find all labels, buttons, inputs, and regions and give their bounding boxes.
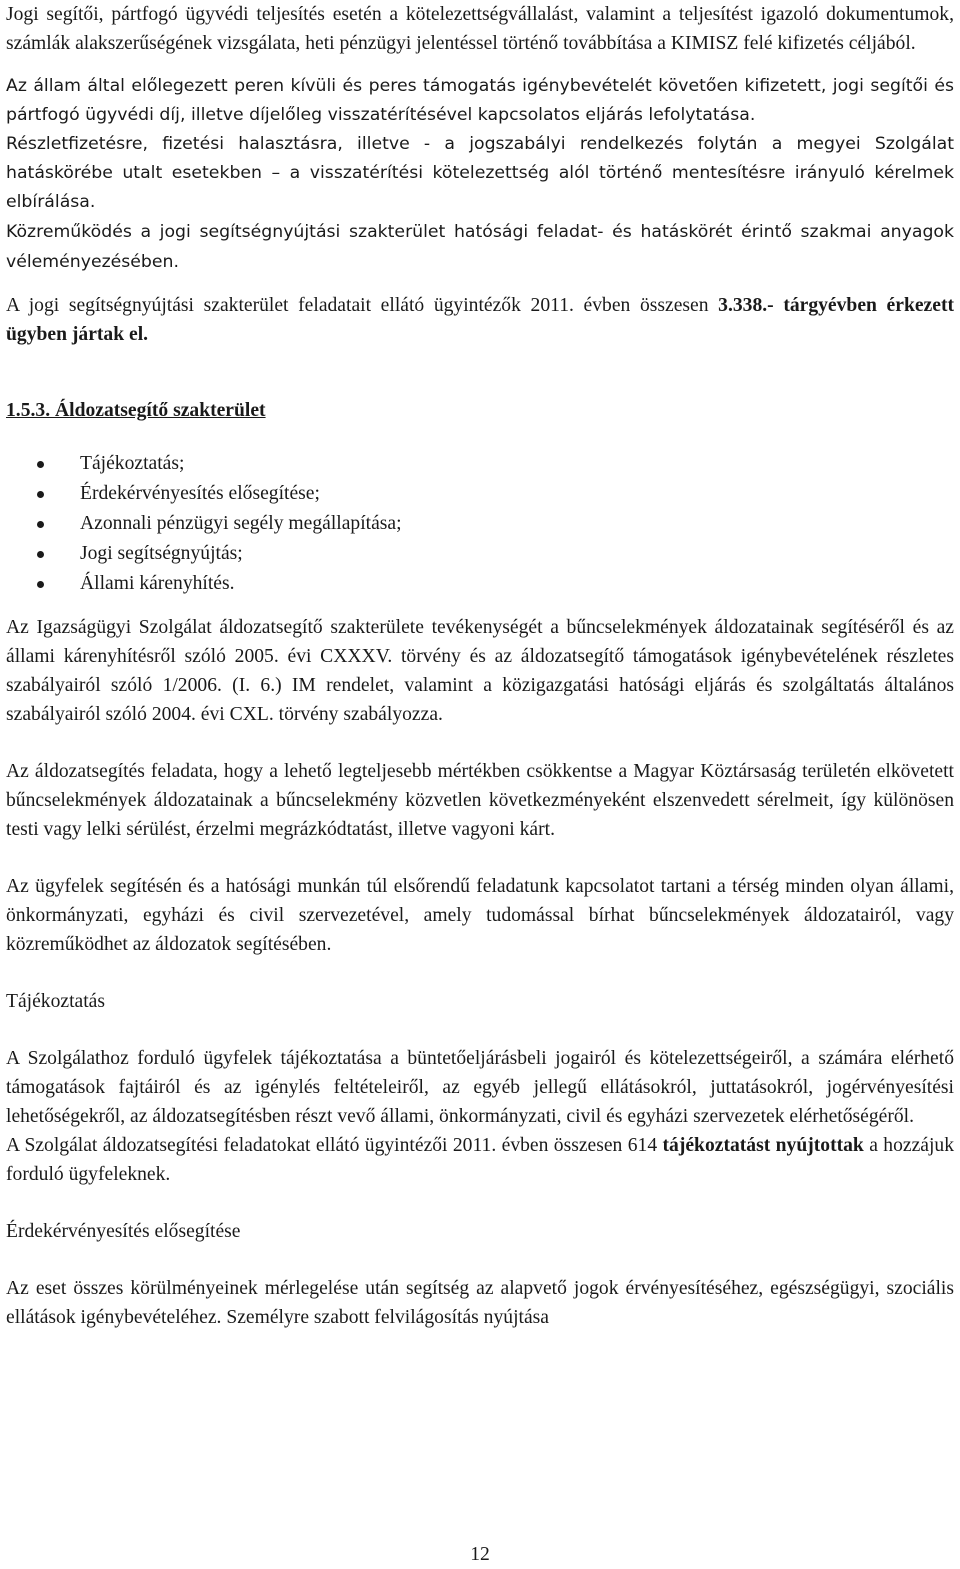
text-ugyszam-bold: 3.338.- tárgyévben érkezett ügyben jártak el. [6, 295, 954, 345]
text-ugyszam: A jogi segítségnyújtási szakterület feladatait ellátó ügyintézők 2011. évben összesen [6, 295, 719, 316]
list-item: Érdekérvényesítés elősegítése; [6, 479, 954, 509]
text-tajekoztatas-bold: tájékoztatást nyújtottak [662, 1135, 864, 1156]
paragraph-tajekoztatas: A Szolgálathoz forduló ügyfelek tájékoztatása a büntetőeljárásbeli jogairól és kötelezettségeiről, a számára elérhető támogatások fajtáiról és az igénylés feltételeiről, az egyéb jellegű ellátásokról, juttatásokról, jogérvényesítési lehetőségekről, az áldozatsegítésben részt vevő állami, önkormányzati, civil és egyházi szervezetek elérhetőségéről. [6, 1048, 954, 1127]
paragraph-reszletfizetes: Részletfizetésre, fizetési halasztásra, illetve - a jogszabályi rendelkezés folytán a megyei Szolgálat hatáskörébe utalt esetekben – a visszatérítési kötelezettség alól történő mentesítésre irányuló kérelmek elbírálása. [6, 134, 954, 212]
paragraph-kozremukodes [6, 217, 954, 277]
text-tajekoztatas-tail: a hozzájuk forduló ügyfeleknek. [6, 1135, 954, 1185]
paragraph-kapcsolattartas: Az ügyfelek segítésén és a hatósági munkán túl elsőrendű feladatunk kapcsolatot tartani a térség minden olyan állami, önkormányzati, egyházi és civil szervezetével, amely tudomással bírhat bűncselekmények áldozatairól, vagy közreműködhet az áldozatok segítésében. [6, 876, 954, 955]
subheading-tajekoztatas: Tájékoztatás [6, 991, 106, 1012]
paragraph-erdekervenyesites: Az eset összes körülményeinek mérlegelése után segítség az alapvető jogok érvényesítéséhez, egészségügyi, szociális ellátások igénybevételéhez. Személyre szabott felvilágosítás nyújtása [6, 1278, 954, 1328]
text-tajekoztatas-szam: A Szolgálat áldozatsegítési feladatokat ellátó ügyintézői 2011. évben összesen 614 [6, 1135, 663, 1156]
paragraph-tajekoztatas-szam [6, 1131, 954, 1189]
document-page [6, 0, 954, 1332]
list-item: Azonnali pénzügyi segély megállapítása; [6, 509, 954, 539]
text-kozremukodes: Közreműködés a jogi segítségnyújtási szakterület hatósági feladat- és hatáskörét érintő szakmai anyagok véleményezésében. [6, 222, 954, 272]
paragraph-aldozatsegites-feladata: Az áldozatsegítés feladata, hogy a lehető legteljesebb mértékben csökkentse a Magyar Köztársaság területén elkövetett bűncselekmények áldozatainak a bűncselekmény közvetlen következményeként elszenvedett sérelmeit, így különösen testi vagy lelki sérülést, érzelmi megrázkódtatást, illetve vagyoni kárt. [6, 761, 954, 840]
paragraph-visszaterites: Az állam által előlegezett peren kívüli és peres támogatás igénybevételét követően kifizetett, jogi segítői és pártfogó ügyvédi díj, illetve díjelőleg visszatérítésével kapcsolatos eljárás lefolytatása. [6, 76, 954, 125]
page-number: 12 [470, 1544, 490, 1565]
paragraph-szabalyozas: Az Igazságügyi Szolgálat áldozatsegítő szakterülete tevékenységét a bűncselekmények áldozatainak segítéséről és az állami kárenyhítésről szóló 2005. évi CXXXV. törvény és az áldozatsegítő támogatások igénybevételének részletes szabályairól szóló 1/2006. (I. 6.) IM rendelet, valamint a közigazgatási hatósági eljárás és szolgáltatás általános szabályairól szóló 2004. évi CXL. törvény szabályozza. [6, 617, 954, 725]
paragraph-kifizetes: Jogi segítői, pártfogó ügyvédi teljesítés esetén a kötelezettségvállalást, valamint a teljesítést igazoló dokumentumok, számlák alakszerűségének vizsgálata, heti pénzügyi jelentéssel történő továbbítása a KIMISZ felé kifizetés céljából. [6, 4, 954, 54]
list-item: Állami kárenyhítés. [6, 569, 954, 599]
paragraph-ugyszam [6, 291, 954, 349]
section-heading: 1.5.3. Áldozatsegítő szakterület [6, 400, 266, 421]
task-list [6, 449, 954, 599]
list-item: Tájékoztatás; [6, 449, 954, 479]
list-item: Jogi segítségnyújtás; [6, 539, 954, 569]
subheading-erdekervenyesites: Érdekérvényesítés elősegítése [6, 1221, 241, 1242]
